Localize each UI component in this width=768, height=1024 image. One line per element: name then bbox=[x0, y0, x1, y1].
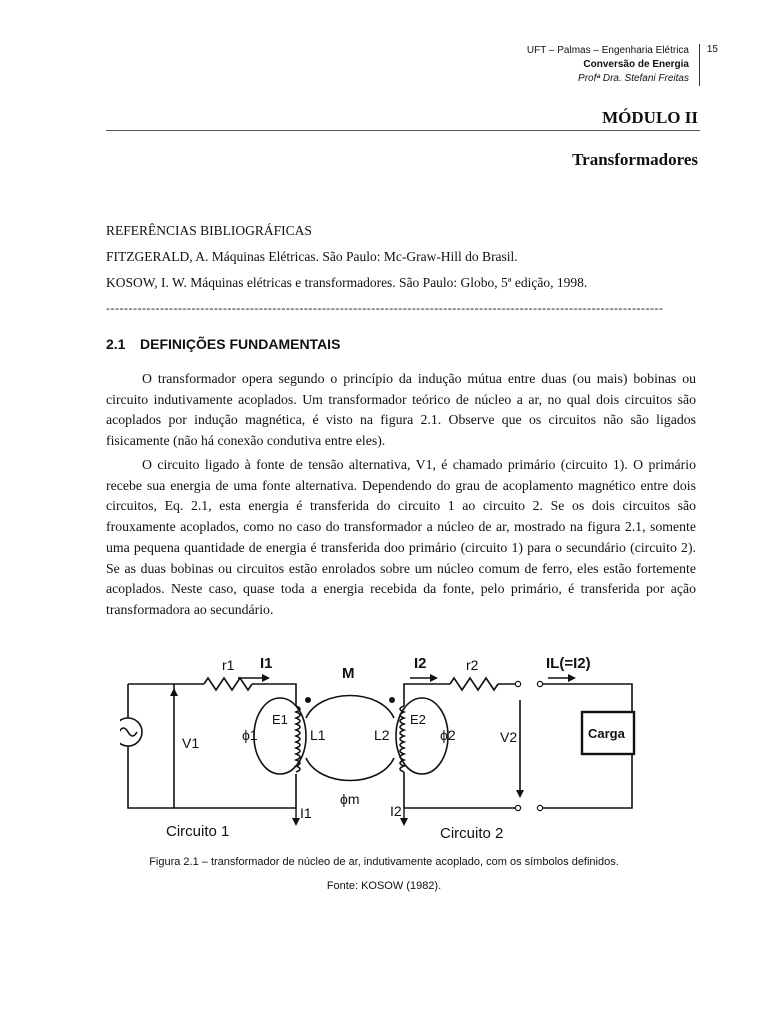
header-institution: UFT – Palmas – Engenharia Elétrica bbox=[526, 45, 689, 56]
secondary-wire bbox=[404, 772, 518, 808]
reference-item: KOSOW, I. W. Máquinas elétricas e transformadores. São Paulo: Globo, 5ª edição, 1998. bbox=[106, 275, 588, 290]
label-e2: E2 bbox=[410, 712, 426, 727]
arrow-v1 bbox=[170, 688, 178, 696]
module-title: MÓDULO II bbox=[602, 108, 698, 127]
primary-wire bbox=[252, 684, 296, 706]
figure-caption: Figura 2.1 – transformador de núcleo de ar, indutivamente acoplado, com os símbolos definidos. bbox=[149, 856, 619, 868]
dashed-separator: ---------------------------------------------------------------------------------------------------------------------------- bbox=[106, 301, 664, 315]
arrow-i1 bbox=[262, 674, 270, 682]
label-il: IL(=I2) bbox=[546, 655, 591, 672]
arrow-i2-bottom bbox=[400, 818, 408, 826]
transformer-circuit-diagram bbox=[120, 648, 660, 848]
title-rule bbox=[106, 130, 700, 131]
flux-phi1 bbox=[254, 698, 306, 774]
arrow-i2 bbox=[430, 674, 438, 682]
paragraph-text: O transformador opera segundo o princípio da indução mútua entre duas (ou mais) bobinas ou circuito indutivamente acoplados. Um transformador teórico de núcleo a ar, no qual dois circuitos são acoplados por indução magnética, é visto na figura 2.1. Observe que os circuitos não são ligados fisicamente (não há conexão condutiva entre eles). bbox=[106, 371, 696, 449]
label-e1: E1 bbox=[272, 712, 288, 727]
terminal bbox=[537, 805, 542, 810]
section-title: DEFINIÇÕES FUNDAMENTAIS bbox=[140, 336, 341, 352]
arrow-il bbox=[568, 674, 576, 682]
chapter-title: Transformadores bbox=[572, 150, 698, 169]
references-heading: REFERÊNCIAS BIBLIOGRÁFICAS bbox=[106, 223, 312, 238]
load-wire bbox=[540, 684, 632, 712]
label-v1: V1 bbox=[182, 735, 200, 751]
paragraph-text: O circuito ligado à fonte de tensão alternativa, V1, é chamado primário (circuito 1). O primário recebe sua energia de uma fonte alternativa. Dependendo do grau de acoplamento magnético entre dois circuitos, Eq. 2.1, esta energia é transferida do circuito 1 ao circuito 2. Se os dois circuitos são frouxamente acoplados, como no caso do transformador a núcleo de ar, mostrado na figura 2.1, somente uma pequena quantidade de energia é transferida doo primário (circuito 1) para o secundário (circuito 2). Se as duas bobinas ou circuitos estão enrolados sobre um núcleo comum de ferro, eles estão fortemente acoplados. Neste caso, quase toda a energia recebida da fonte, pelo primário, é transferida por ação transformadora ao secundário. bbox=[106, 457, 696, 617]
paragraph bbox=[106, 369, 696, 452]
label-phi1: ϕ1 bbox=[242, 727, 258, 743]
label-v2: V2 bbox=[500, 729, 518, 745]
running-header bbox=[527, 44, 700, 86]
resistor-r2 bbox=[450, 678, 498, 690]
label-phim: ϕm bbox=[340, 791, 360, 807]
ac-source-icon bbox=[120, 718, 142, 746]
references bbox=[106, 218, 587, 296]
label-circuito2: Circuito 2 bbox=[440, 825, 504, 842]
label-i1-top: I1 bbox=[260, 655, 273, 672]
paragraph bbox=[106, 455, 696, 621]
page-number: 15 bbox=[706, 44, 718, 55]
label-l1: L1 bbox=[310, 727, 326, 743]
reference-item: FITZGERALD, A. Máquinas Elétricas. São Paulo: Mc-Graw-Hill do Brasil. bbox=[106, 249, 518, 264]
header-course: Conversão de Energia bbox=[583, 59, 689, 70]
terminal bbox=[537, 681, 542, 686]
polarity-dot bbox=[305, 697, 311, 703]
arrow-v2 bbox=[516, 790, 524, 798]
figure-source: Fonte: KOSOW (1982). bbox=[326, 880, 442, 892]
label-i2-top: I2 bbox=[414, 655, 427, 672]
resistor-r1 bbox=[204, 678, 252, 690]
label-circuito1: Circuito 1 bbox=[166, 823, 230, 840]
label-carga: Carga bbox=[588, 726, 625, 741]
label-l2: L2 bbox=[374, 727, 390, 743]
arrow-i1-bottom bbox=[292, 818, 300, 826]
label-r1: r1 bbox=[222, 657, 235, 673]
load-wire bbox=[540, 754, 632, 808]
label-i2-bottom: I2 bbox=[390, 803, 402, 819]
label-r2: r2 bbox=[466, 657, 479, 673]
label-i1-bottom: I1 bbox=[300, 805, 312, 821]
header-professor: Profª Dra. Stefani Freitas bbox=[578, 73, 689, 84]
label-m: M bbox=[342, 665, 355, 682]
secondary-wire bbox=[404, 684, 450, 706]
label-phi2: ϕ2 bbox=[440, 727, 456, 743]
terminal bbox=[515, 681, 520, 686]
section-number: 2.1 bbox=[106, 336, 126, 352]
polarity-dot bbox=[389, 697, 395, 703]
primary-wire bbox=[128, 684, 296, 808]
terminal bbox=[515, 805, 520, 810]
section-heading bbox=[106, 336, 340, 352]
